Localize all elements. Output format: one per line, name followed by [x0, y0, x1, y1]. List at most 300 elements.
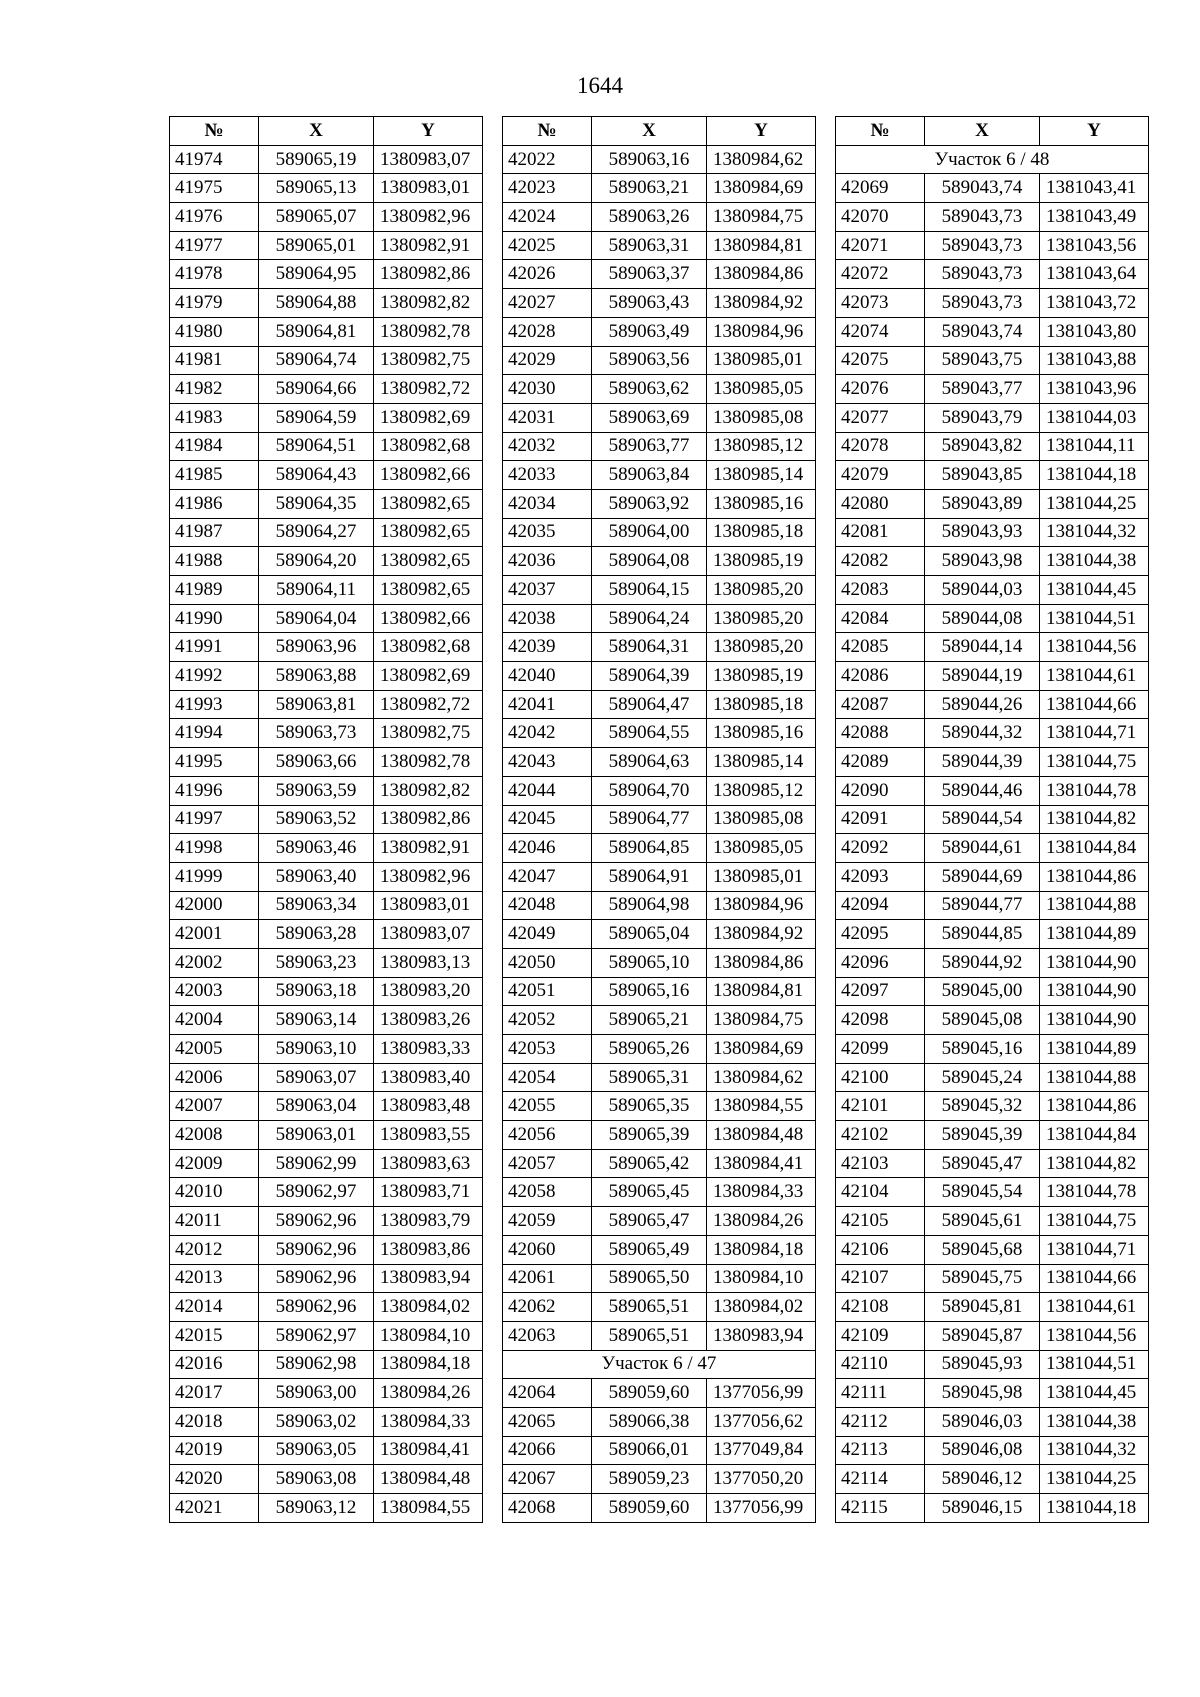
point-number-cell: 41976 [170, 203, 259, 232]
y-coordinate-cell: 1381044,82 [1040, 805, 1149, 834]
x-coordinate-cell: 589064,24 [592, 604, 707, 633]
point-number-cell: 42018 [170, 1407, 259, 1436]
point-number-cell: 42087 [836, 690, 925, 719]
header-number: № [170, 117, 259, 146]
table-row [170, 1264, 483, 1293]
point-number-cell: 42074 [836, 317, 925, 346]
x-coordinate-cell: 589062,96 [259, 1235, 374, 1264]
y-coordinate-cell: 1380985,19 [707, 547, 816, 576]
y-coordinate-cell: 1381044,71 [1040, 719, 1149, 748]
point-number-cell: 41998 [170, 834, 259, 863]
point-number-cell: 42046 [503, 834, 592, 863]
point-number-cell: 42069 [836, 174, 925, 203]
table-row [503, 461, 816, 490]
header-x: X [259, 117, 374, 146]
point-number-cell: 42021 [170, 1494, 259, 1523]
point-number-cell: 42044 [503, 776, 592, 805]
y-coordinate-cell: 1380983,01 [374, 174, 483, 203]
point-number-cell: 42113 [836, 1436, 925, 1465]
x-coordinate-cell: 589064,47 [592, 690, 707, 719]
y-coordinate-cell: 1380985,20 [707, 576, 816, 605]
table-row [170, 289, 483, 318]
x-coordinate-cell: 589044,08 [925, 604, 1040, 633]
point-number-cell: 42093 [836, 862, 925, 891]
table-row [836, 1264, 1149, 1293]
y-coordinate-cell: 1381044,89 [1040, 1035, 1149, 1064]
x-coordinate-cell: 589065,10 [592, 948, 707, 977]
y-coordinate-cell: 1381044,90 [1040, 977, 1149, 1006]
y-coordinate-cell: 1380985,12 [707, 776, 816, 805]
point-number-cell: 41999 [170, 862, 259, 891]
x-coordinate-cell: 589063,73 [259, 719, 374, 748]
point-number-cell: 42063 [503, 1321, 592, 1350]
point-number-cell: 42082 [836, 547, 925, 576]
y-coordinate-cell: 1381044,18 [1040, 461, 1149, 490]
x-coordinate-cell: 589062,96 [259, 1207, 374, 1236]
y-coordinate-cell: 1380984,26 [374, 1379, 483, 1408]
x-coordinate-cell: 589044,54 [925, 805, 1040, 834]
table-row [503, 375, 816, 404]
x-coordinate-cell: 589062,96 [259, 1293, 374, 1322]
table-row [170, 1149, 483, 1178]
x-coordinate-cell: 589065,51 [592, 1293, 707, 1322]
x-coordinate-cell: 589046,12 [925, 1465, 1040, 1494]
table-row [836, 461, 1149, 490]
point-number-cell: 42094 [836, 891, 925, 920]
header-number: № [503, 117, 592, 146]
table-row [836, 1465, 1149, 1494]
table-row [503, 776, 816, 805]
table-row [170, 1436, 483, 1465]
y-coordinate-cell: 1381044,66 [1040, 690, 1149, 719]
point-number-cell: 42068 [503, 1494, 592, 1523]
table-row [503, 260, 816, 289]
table-row [503, 891, 816, 920]
table-row [503, 317, 816, 346]
y-coordinate-cell: 1381043,56 [1040, 231, 1149, 260]
y-coordinate-cell: 1380984,69 [707, 174, 816, 203]
point-number-cell: 41997 [170, 805, 259, 834]
y-coordinate-cell: 1380984,96 [707, 317, 816, 346]
y-coordinate-cell: 1381044,38 [1040, 547, 1149, 576]
x-coordinate-cell: 589064,00 [592, 518, 707, 547]
point-number-cell: 41996 [170, 776, 259, 805]
x-coordinate-cell: 589045,47 [925, 1149, 1040, 1178]
y-coordinate-cell: 1381044,32 [1040, 1436, 1149, 1465]
point-number-cell: 42077 [836, 403, 925, 432]
y-coordinate-cell: 1380983,55 [374, 1121, 483, 1150]
x-coordinate-cell: 589065,49 [592, 1235, 707, 1264]
table-row [170, 1063, 483, 1092]
table-row [503, 1407, 816, 1436]
y-coordinate-cell: 1381043,41 [1040, 174, 1149, 203]
point-number-cell: 42091 [836, 805, 925, 834]
table-row [503, 662, 816, 691]
x-coordinate-cell: 589065,50 [592, 1264, 707, 1293]
table-row [503, 403, 816, 432]
point-number-cell: 42085 [836, 633, 925, 662]
x-coordinate-cell: 589064,70 [592, 776, 707, 805]
point-number-cell: 42005 [170, 1035, 259, 1064]
y-coordinate-cell: 1380983,94 [707, 1321, 816, 1350]
table-row [836, 662, 1149, 691]
x-coordinate-cell: 589044,26 [925, 690, 1040, 719]
y-coordinate-cell: 1381043,49 [1040, 203, 1149, 232]
table-row [170, 1494, 483, 1523]
point-number-cell: 41979 [170, 289, 259, 318]
x-coordinate-cell: 589066,01 [592, 1436, 707, 1465]
table-row [836, 1436, 1149, 1465]
table-row [836, 432, 1149, 461]
y-coordinate-cell: 1380982,82 [374, 776, 483, 805]
table-row [170, 1407, 483, 1436]
point-number-cell: 42017 [170, 1379, 259, 1408]
x-coordinate-cell: 589043,98 [925, 547, 1040, 576]
point-number-cell: 42027 [503, 289, 592, 318]
x-coordinate-cell: 589043,74 [925, 317, 1040, 346]
point-number-cell: 42065 [503, 1407, 592, 1436]
point-number-cell: 41974 [170, 145, 259, 174]
x-coordinate-cell: 589064,04 [259, 604, 374, 633]
table-row [170, 461, 483, 490]
x-coordinate-cell: 589064,51 [259, 432, 374, 461]
point-number-cell: 41981 [170, 346, 259, 375]
table-row [836, 1092, 1149, 1121]
x-coordinate-cell: 589064,98 [592, 891, 707, 920]
y-coordinate-cell: 1380982,96 [374, 203, 483, 232]
y-coordinate-cell: 1381044,61 [1040, 662, 1149, 691]
y-coordinate-cell: 1380983,71 [374, 1178, 483, 1207]
point-number-cell: 42072 [836, 260, 925, 289]
x-coordinate-cell: 589044,14 [925, 633, 1040, 662]
table-row [836, 1235, 1149, 1264]
point-number-cell: 42042 [503, 719, 592, 748]
point-number-cell: 42104 [836, 1178, 925, 1207]
table-row [170, 1235, 483, 1264]
table-row [170, 776, 483, 805]
y-coordinate-cell: 1381044,86 [1040, 1092, 1149, 1121]
x-coordinate-cell: 589065,39 [592, 1121, 707, 1150]
y-coordinate-cell: 1380982,72 [374, 375, 483, 404]
point-number-cell: 41989 [170, 576, 259, 605]
y-coordinate-cell: 1380983,13 [374, 948, 483, 977]
table-row [170, 604, 483, 633]
table-row [836, 518, 1149, 547]
x-coordinate-cell: 589064,31 [592, 633, 707, 662]
point-number-cell: 41988 [170, 547, 259, 576]
point-number-cell: 42012 [170, 1235, 259, 1264]
point-number-cell: 42024 [503, 203, 592, 232]
point-number-cell: 42035 [503, 518, 592, 547]
x-coordinate-cell: 589045,24 [925, 1063, 1040, 1092]
x-coordinate-cell: 589045,93 [925, 1350, 1040, 1379]
point-number-cell: 41977 [170, 231, 259, 260]
x-coordinate-cell: 589044,46 [925, 776, 1040, 805]
point-number-cell: 42019 [170, 1436, 259, 1465]
x-coordinate-cell: 589065,45 [592, 1178, 707, 1207]
point-number-cell: 41987 [170, 518, 259, 547]
y-coordinate-cell: 1381044,78 [1040, 776, 1149, 805]
point-number-cell: 41978 [170, 260, 259, 289]
table-row [836, 1121, 1149, 1150]
table-row [836, 748, 1149, 777]
point-number-cell: 42025 [503, 231, 592, 260]
y-coordinate-cell: 1381044,51 [1040, 1350, 1149, 1379]
table-row [170, 948, 483, 977]
x-coordinate-cell: 589065,19 [259, 145, 374, 174]
table-row [170, 633, 483, 662]
table-row [503, 1465, 816, 1494]
point-number-cell: 42078 [836, 432, 925, 461]
table-row [503, 432, 816, 461]
table-row [836, 862, 1149, 891]
table-row [170, 748, 483, 777]
y-coordinate-cell: 1380983,07 [374, 145, 483, 174]
coordinates-table-2 [502, 116, 816, 1523]
y-coordinate-cell: 1381044,88 [1040, 1063, 1149, 1092]
point-number-cell: 42055 [503, 1092, 592, 1121]
point-number-cell: 42028 [503, 317, 592, 346]
x-coordinate-cell: 589064,39 [592, 662, 707, 691]
x-coordinate-cell: 589063,02 [259, 1407, 374, 1436]
table-row [503, 862, 816, 891]
y-coordinate-cell: 1380984,55 [374, 1494, 483, 1523]
point-number-cell: 42006 [170, 1063, 259, 1092]
y-coordinate-cell: 1381044,56 [1040, 633, 1149, 662]
point-number-cell: 42066 [503, 1436, 592, 1465]
y-coordinate-cell: 1381044,66 [1040, 1264, 1149, 1293]
table-row [503, 203, 816, 232]
x-coordinate-cell: 589045,16 [925, 1035, 1040, 1064]
y-coordinate-cell: 1380983,86 [374, 1235, 483, 1264]
y-coordinate-cell: 1381044,45 [1040, 576, 1149, 605]
y-coordinate-cell: 1380985,20 [707, 633, 816, 662]
header-y: Y [1040, 117, 1149, 146]
table-row [503, 633, 816, 662]
x-coordinate-cell: 589043,74 [925, 174, 1040, 203]
point-number-cell: 41982 [170, 375, 259, 404]
x-coordinate-cell: 589063,56 [592, 346, 707, 375]
table-row [836, 719, 1149, 748]
y-coordinate-cell: 1381044,89 [1040, 920, 1149, 949]
x-coordinate-cell: 589064,77 [592, 805, 707, 834]
point-number-cell: 42047 [503, 862, 592, 891]
y-coordinate-cell: 1380985,05 [707, 834, 816, 863]
section-title: Участок 6 / 47 [503, 1350, 816, 1379]
table-row [503, 289, 816, 318]
point-number-cell: 42009 [170, 1149, 259, 1178]
table-row [836, 1407, 1149, 1436]
x-coordinate-cell: 589065,07 [259, 203, 374, 232]
y-coordinate-cell: 1381044,18 [1040, 1494, 1149, 1523]
x-coordinate-cell: 589064,74 [259, 346, 374, 375]
y-coordinate-cell: 1381044,61 [1040, 1293, 1149, 1322]
x-coordinate-cell: 589063,88 [259, 662, 374, 691]
y-coordinate-cell: 1380983,63 [374, 1149, 483, 1178]
x-coordinate-cell: 589064,85 [592, 834, 707, 863]
table-row [170, 1178, 483, 1207]
point-number-cell: 42023 [503, 174, 592, 203]
x-coordinate-cell: 589065,51 [592, 1321, 707, 1350]
x-coordinate-cell: 589045,68 [925, 1235, 1040, 1264]
page-number: 1644 [577, 73, 623, 98]
x-coordinate-cell: 589064,15 [592, 576, 707, 605]
table-row [836, 891, 1149, 920]
point-number-cell: 42095 [836, 920, 925, 949]
y-coordinate-cell: 1380984,86 [707, 948, 816, 977]
point-number-cell: 42097 [836, 977, 925, 1006]
point-number-cell: 41980 [170, 317, 259, 346]
x-coordinate-cell: 589063,21 [592, 174, 707, 203]
y-coordinate-cell: 1380983,07 [374, 920, 483, 949]
table-row [503, 1006, 816, 1035]
table-row [836, 1321, 1149, 1350]
y-coordinate-cell: 1381043,96 [1040, 375, 1149, 404]
point-number-cell: 42010 [170, 1178, 259, 1207]
point-number-cell: 41991 [170, 633, 259, 662]
x-coordinate-cell: 589063,62 [592, 375, 707, 404]
table-row [503, 489, 816, 518]
point-number-cell: 42088 [836, 719, 925, 748]
point-number-cell: 41986 [170, 489, 259, 518]
point-number-cell: 42108 [836, 1293, 925, 1322]
table-row [836, 1063, 1149, 1092]
y-coordinate-cell: 1381044,88 [1040, 891, 1149, 920]
y-coordinate-cell: 1381044,11 [1040, 432, 1149, 461]
point-number-cell: 42050 [503, 948, 592, 977]
point-number-cell: 42056 [503, 1121, 592, 1150]
x-coordinate-cell: 589062,96 [259, 1264, 374, 1293]
y-coordinate-cell: 1380984,10 [707, 1264, 816, 1293]
x-coordinate-cell: 589065,42 [592, 1149, 707, 1178]
y-coordinate-cell: 1380984,86 [707, 260, 816, 289]
y-coordinate-cell: 1381043,72 [1040, 289, 1149, 318]
x-coordinate-cell: 589045,75 [925, 1264, 1040, 1293]
y-coordinate-cell: 1380984,96 [707, 891, 816, 920]
y-coordinate-cell: 1380984,62 [707, 145, 816, 174]
point-number-cell: 42007 [170, 1092, 259, 1121]
point-number-cell: 42032 [503, 432, 592, 461]
x-coordinate-cell: 589063,14 [259, 1006, 374, 1035]
y-coordinate-cell: 1380985,20 [707, 604, 816, 633]
y-coordinate-cell: 1380984,75 [707, 1006, 816, 1035]
table-row [503, 920, 816, 949]
table-row [836, 776, 1149, 805]
table-row [170, 231, 483, 260]
table-row [503, 604, 816, 633]
point-number-cell: 42040 [503, 662, 592, 691]
table-row [836, 834, 1149, 863]
x-coordinate-cell: 589063,92 [592, 489, 707, 518]
x-coordinate-cell: 589064,63 [592, 748, 707, 777]
point-number-cell: 42062 [503, 1293, 592, 1322]
y-coordinate-cell: 1381044,56 [1040, 1321, 1149, 1350]
x-coordinate-cell: 589064,08 [592, 547, 707, 576]
table-row [503, 1379, 816, 1408]
table-row [836, 604, 1149, 633]
x-coordinate-cell: 589044,32 [925, 719, 1040, 748]
x-coordinate-cell: 589046,08 [925, 1436, 1040, 1465]
table-row [170, 576, 483, 605]
point-number-cell: 42086 [836, 662, 925, 691]
x-coordinate-cell: 589046,15 [925, 1494, 1040, 1523]
point-number-cell: 42057 [503, 1149, 592, 1178]
point-number-cell: 41984 [170, 432, 259, 461]
y-coordinate-cell: 1380982,65 [374, 547, 483, 576]
x-coordinate-cell: 589043,73 [925, 231, 1040, 260]
table-row [170, 920, 483, 949]
point-number-cell: 42102 [836, 1121, 925, 1150]
x-coordinate-cell: 589059,60 [592, 1379, 707, 1408]
x-coordinate-cell: 589063,96 [259, 633, 374, 662]
y-coordinate-cell: 1381044,75 [1040, 1207, 1149, 1236]
coordinates-table-3 [835, 116, 1149, 1523]
point-number-cell: 41992 [170, 662, 259, 691]
table-row [836, 1178, 1149, 1207]
x-coordinate-cell: 589065,26 [592, 1035, 707, 1064]
y-coordinate-cell: 1381044,25 [1040, 1465, 1149, 1494]
y-coordinate-cell: 1380982,78 [374, 748, 483, 777]
table-row [170, 317, 483, 346]
table-row [836, 289, 1149, 318]
y-coordinate-cell: 1380982,86 [374, 260, 483, 289]
table-row [836, 1149, 1149, 1178]
point-number-cell: 42059 [503, 1207, 592, 1236]
x-coordinate-cell: 589043,93 [925, 518, 1040, 547]
point-number-cell: 42064 [503, 1379, 592, 1408]
point-number-cell: 42030 [503, 375, 592, 404]
y-coordinate-cell: 1380982,75 [374, 346, 483, 375]
point-number-cell: 41990 [170, 604, 259, 633]
x-coordinate-cell: 589064,95 [259, 260, 374, 289]
table-row [503, 1149, 816, 1178]
x-coordinate-cell: 589043,82 [925, 432, 1040, 461]
point-number-cell: 42067 [503, 1465, 592, 1494]
y-coordinate-cell: 1380982,69 [374, 662, 483, 691]
x-coordinate-cell: 589065,31 [592, 1063, 707, 1092]
point-number-cell: 42111 [836, 1379, 925, 1408]
section-title: Участок 6 / 48 [836, 145, 1149, 174]
x-coordinate-cell: 589063,59 [259, 776, 374, 805]
y-coordinate-cell: 1380983,20 [374, 977, 483, 1006]
point-number-cell: 42022 [503, 145, 592, 174]
x-coordinate-cell: 589046,03 [925, 1407, 1040, 1436]
x-coordinate-cell: 589064,43 [259, 461, 374, 490]
point-number-cell: 42053 [503, 1035, 592, 1064]
x-coordinate-cell: 589063,12 [259, 1494, 374, 1523]
x-coordinate-cell: 589045,98 [925, 1379, 1040, 1408]
table-row [503, 576, 816, 605]
point-number-cell: 42071 [836, 231, 925, 260]
table-row [170, 403, 483, 432]
y-coordinate-cell: 1380984,48 [374, 1465, 483, 1494]
x-coordinate-cell: 589045,54 [925, 1178, 1040, 1207]
x-coordinate-cell: 589045,08 [925, 1006, 1040, 1035]
point-number-cell: 42092 [836, 834, 925, 863]
y-coordinate-cell: 1381044,32 [1040, 518, 1149, 547]
table-row [836, 1207, 1149, 1236]
table-row [836, 203, 1149, 232]
point-number-cell: 42037 [503, 576, 592, 605]
x-coordinate-cell: 589045,32 [925, 1092, 1040, 1121]
table-row [836, 1006, 1149, 1035]
point-number-cell: 42058 [503, 1178, 592, 1207]
point-number-cell: 42103 [836, 1149, 925, 1178]
x-coordinate-cell: 589044,69 [925, 862, 1040, 891]
table-row [170, 834, 483, 863]
y-coordinate-cell: 1380984,81 [707, 977, 816, 1006]
table-row [836, 1379, 1149, 1408]
